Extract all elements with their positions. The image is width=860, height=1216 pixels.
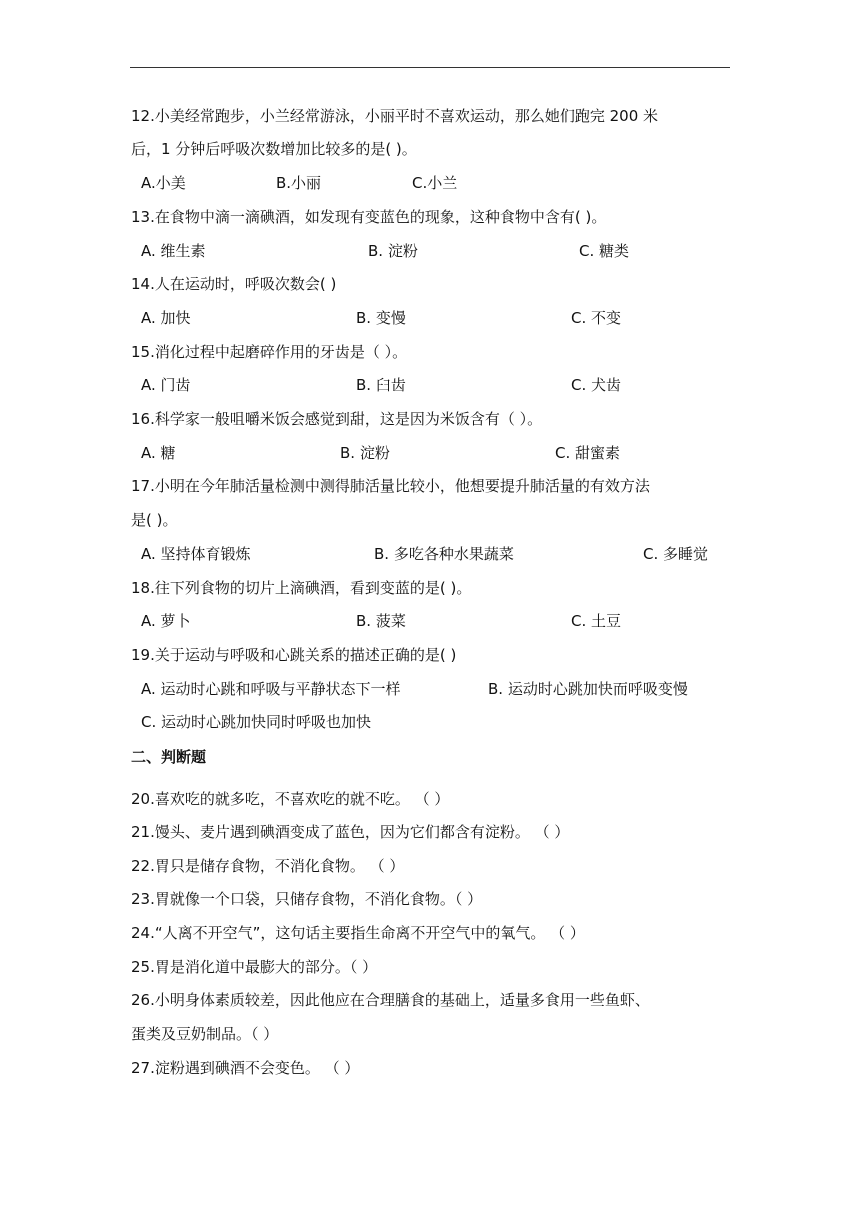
question-13: 13.在食物中滴一滴碘酒，如发现有变蓝色的现象，这种食物中含有( )。 xyxy=(131,208,607,226)
question-14: 14.人在运动时，呼吸次数会( ) xyxy=(131,275,337,293)
question-21: 21.馒头、麦片遇到碘酒变成了蓝色，因为它们都含有淀粉。 （ ） xyxy=(131,823,570,841)
section-title-true-false: 二、判断题 xyxy=(131,748,207,766)
q16-option-b: B. 淀粉 xyxy=(340,444,390,462)
q16-option-c: C. 甜蜜素 xyxy=(555,444,621,462)
question-18: 18.往下列食物的切片上滴碘酒，看到变蓝的是( )。 xyxy=(131,579,472,597)
question-27: 27.淀粉遇到碘酒不会变色。 （ ） xyxy=(131,1059,360,1077)
q13-option-c: C. 糖类 xyxy=(579,242,630,260)
q12-option-a: A.小美 xyxy=(141,174,186,192)
q18-option-c: C. 土豆 xyxy=(571,612,622,630)
q14-option-c: C. 不变 xyxy=(571,309,622,327)
question-19: 19.关于运动与呼吸和心跳关系的描述正确的是( ) xyxy=(131,646,457,664)
q15-option-b: B. 臼齿 xyxy=(356,376,406,394)
q14-option-b: B. 变慢 xyxy=(356,309,406,327)
q19-option-a: A. 运动时心跳和呼吸与平静状态下一样 xyxy=(141,680,401,698)
q15-option-a: A. 门齿 xyxy=(141,376,191,394)
q16-option-a: A. 糖 xyxy=(141,444,176,462)
question-17-line-2: 是( )。 xyxy=(131,511,178,529)
header-rule xyxy=(130,67,730,68)
q19-option-b: B. 运动时心跳加快而呼吸变慢 xyxy=(488,680,688,698)
question-12-line-1: 12.小美经常跑步，小兰经常游泳，小丽平时不喜欢运动，那么她们跑完 200 米 xyxy=(131,107,659,125)
question-26-line-2: 蛋类及豆奶制品。（ ） xyxy=(131,1025,279,1043)
q15-option-c: C. 犬齿 xyxy=(571,376,622,394)
question-20: 20.喜欢吃的就多吃，不喜欢吃的就不吃。 （ ） xyxy=(131,790,450,808)
q17-option-c: C. 多睡觉 xyxy=(643,545,709,563)
question-16: 16.科学家一般咀嚼米饭会感觉到甜，这是因为米饭含有（ ）。 xyxy=(131,410,543,428)
question-17-line-1: 17.小明在今年肺活量检测中测得肺活量比较小，他想要提升肺活量的有效方法 xyxy=(131,477,650,495)
question-15: 15.消化过程中起磨碎作用的牙齿是（ ）。 xyxy=(131,343,408,361)
question-24: 24.“人离不开空气”，这句话主要指生命离不开空气中的氧气。 （ ） xyxy=(131,924,585,942)
q17-option-a: A. 坚持体育锻炼 xyxy=(141,545,251,563)
q14-option-a: A. 加快 xyxy=(141,309,191,327)
q12-option-b: B.小丽 xyxy=(276,174,322,192)
q13-option-b: B. 淀粉 xyxy=(368,242,418,260)
q18-option-b: B. 菠菜 xyxy=(356,612,406,630)
q12-option-c: C.小兰 xyxy=(412,174,458,192)
question-22: 22.胃只是储存食物，不消化食物。 （ ） xyxy=(131,857,405,875)
question-12-line-2: 后，1 分钟后呼吸次数增加比较多的是( )。 xyxy=(131,140,417,158)
q17-option-b: B. 多吃各种水果蔬菜 xyxy=(374,545,514,563)
q13-option-a: A. 维生素 xyxy=(141,242,206,260)
q19-option-c: C. 运动时心跳加快同时呼吸也加快 xyxy=(141,713,372,731)
q18-option-a: A. 萝卜 xyxy=(141,612,191,630)
question-26-line-1: 26.小明身体素质较差，因此他应在合理膳食的基础上，适量多食用一些鱼虾、 xyxy=(131,991,650,1009)
question-23: 23.胃就像一个口袋，只储存食物，不消化食物。（ ） xyxy=(131,890,483,908)
question-25: 25.胃是消化道中最膨大的部分。（ ） xyxy=(131,958,378,976)
